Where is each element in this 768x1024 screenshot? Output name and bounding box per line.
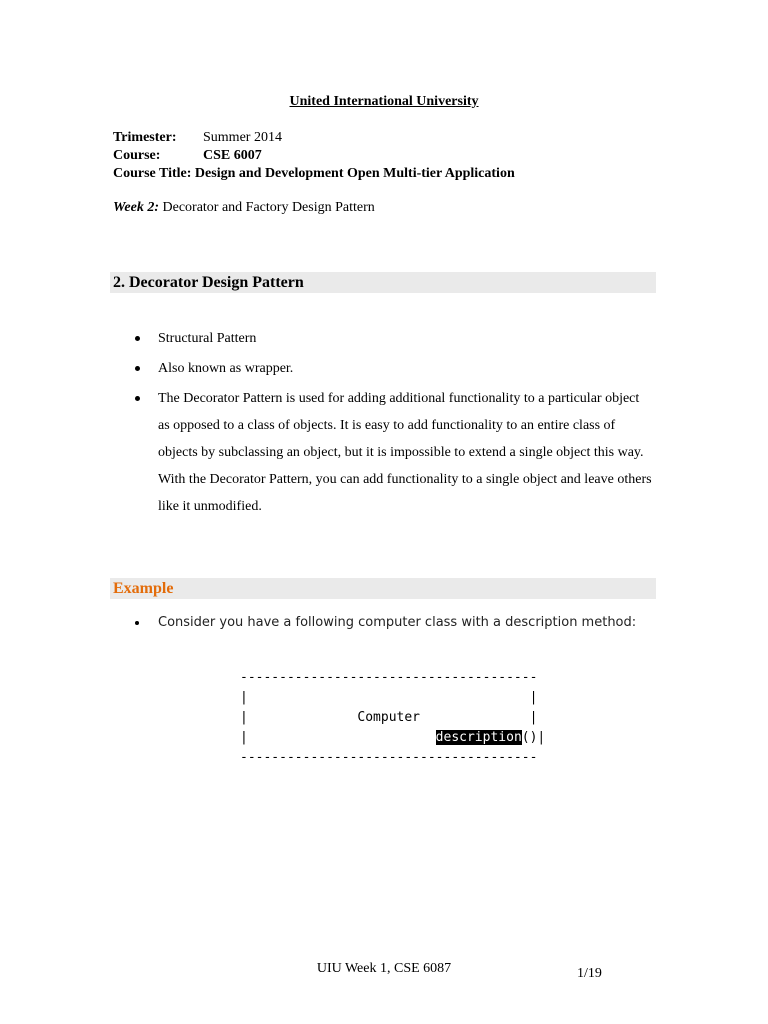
trimester-value: Summer 2014 xyxy=(203,130,282,145)
bullet-icon xyxy=(135,366,140,371)
course-label: Course: xyxy=(113,148,161,163)
bullet-text: Consider you have a following computer class with a description method: xyxy=(158,615,637,630)
code-method-name: description xyxy=(435,730,522,745)
bullet-icon xyxy=(135,336,140,341)
code-method-suffix: ()| xyxy=(521,730,546,745)
example-heading-bar xyxy=(110,578,656,599)
code-border-bottom: -------------------------------------- xyxy=(240,750,538,765)
footer-text: UIU Week 1, CSE 6087 xyxy=(316,961,452,976)
trimester-label: Trimester: xyxy=(113,130,177,145)
course-title-label: Course Title: xyxy=(113,166,192,181)
page-number: 1/19 xyxy=(577,966,602,981)
week-label: Week 2: xyxy=(113,200,159,215)
university-title: United International University xyxy=(289,94,479,109)
section-heading: 2. Decorator Design Pattern xyxy=(113,274,304,291)
week-topic: Decorator and Factory Design Pattern xyxy=(162,200,375,215)
example-heading: Example xyxy=(113,580,174,597)
bullet-icon xyxy=(135,621,139,625)
bullet-icon xyxy=(135,396,140,401)
code-border-top: -------------------------------------- xyxy=(240,670,538,685)
week-line xyxy=(113,200,375,216)
code-class-row: | Computer | xyxy=(240,710,538,725)
list-item xyxy=(113,385,653,520)
list-item xyxy=(113,355,653,382)
decorator-bullet-list xyxy=(113,325,653,520)
code-blank-row: | | xyxy=(240,690,538,705)
list-item xyxy=(113,325,653,352)
bullet-text: Structural Pattern xyxy=(158,331,257,346)
course-title-row xyxy=(113,165,515,183)
computer-class-diagram xyxy=(240,668,545,768)
example-bullet-list xyxy=(113,613,673,633)
course-title-value: Design and Development Open Multi-tier Application xyxy=(194,166,515,181)
list-item xyxy=(113,613,673,633)
course-value: CSE 6007 xyxy=(203,148,262,163)
course-row xyxy=(113,147,262,165)
trimester-row xyxy=(113,129,282,147)
code-method-prefix: | xyxy=(240,730,436,745)
bullet-text: The Decorator Pattern is used for adding additional functionality to a particular object as opposed to a class of objects. It is easy to add functionality to an entire class of objects by subclassing an object, but it is impossible to extend a single object this way. With the Decorator Pattern, you can add functionality to a single object and leave others like it unmodified. xyxy=(158,391,652,514)
code-method-row xyxy=(240,728,545,748)
bullet-text: Also known as wrapper. xyxy=(158,361,294,376)
